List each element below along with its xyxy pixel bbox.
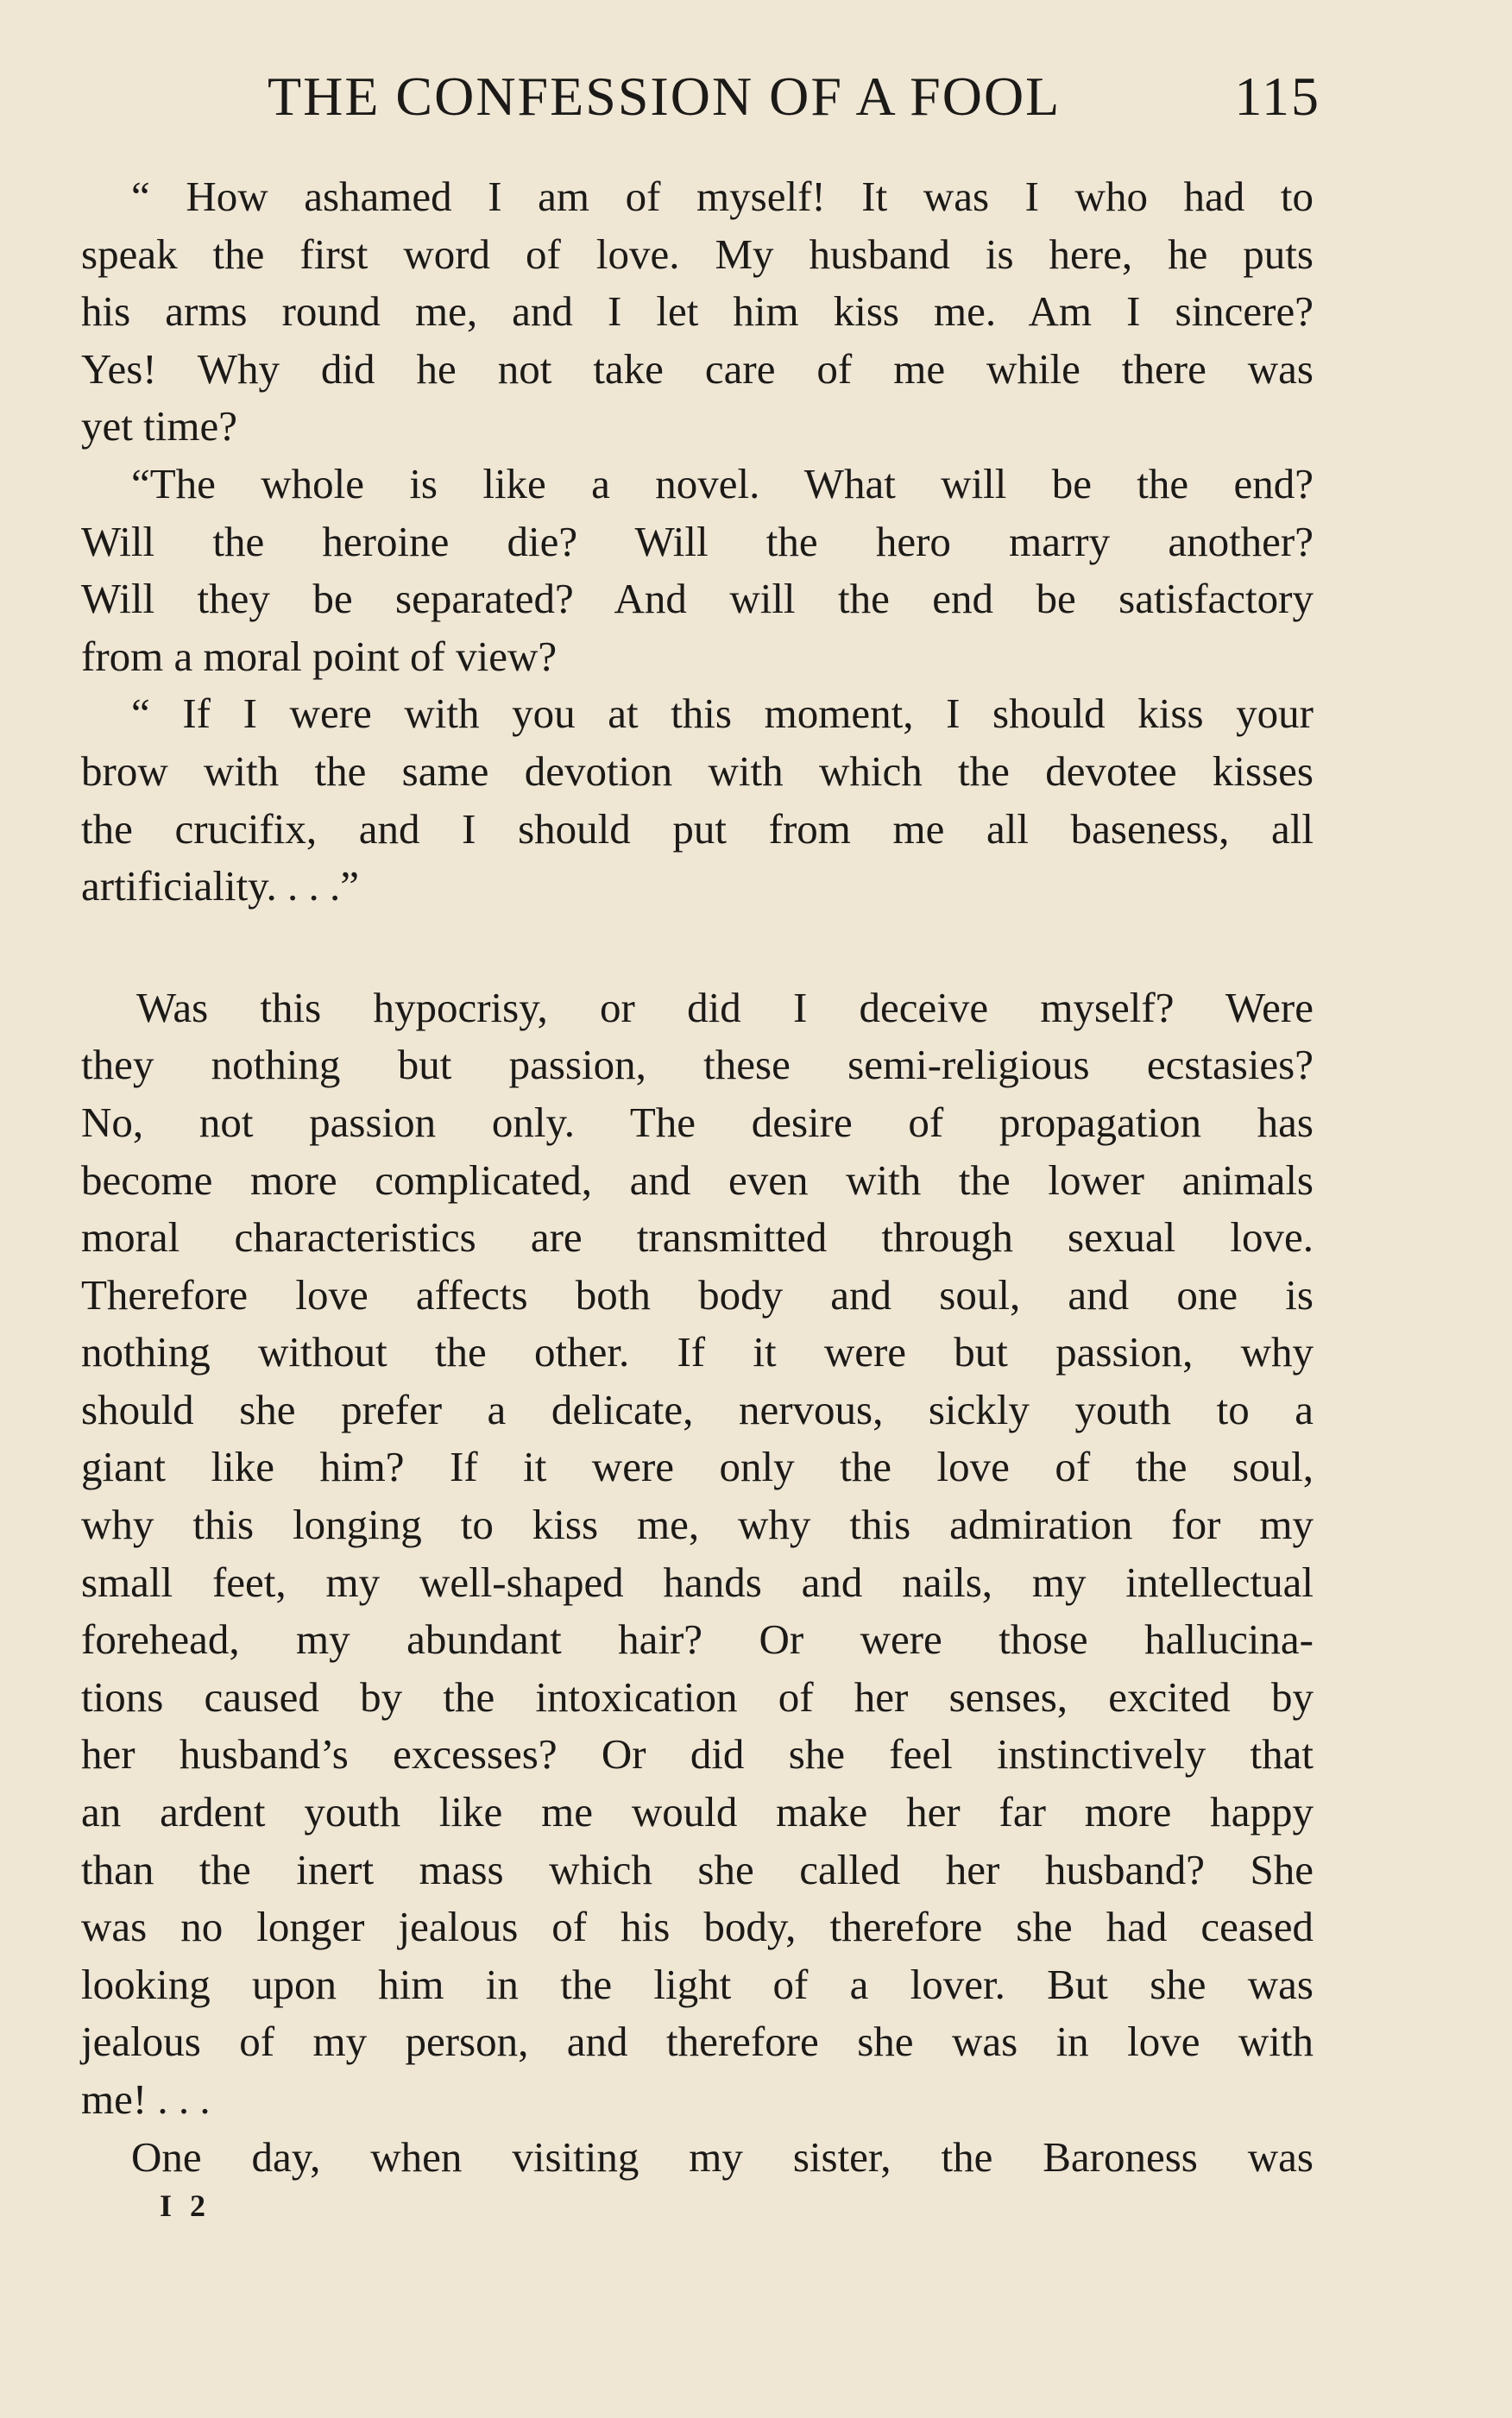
text-line: “The whole is like a novel. What will be the end?	[131, 459, 1314, 507]
body-text	[81, 168, 1314, 2186]
text-line: her husband’s excesses? Or did she feel instinctively that	[81, 1730, 1314, 1779]
text-line: tions caused by the intoxication of her senses, excited by	[81, 1672, 1314, 1721]
text-line: than the inert mass which she called her husband? She	[81, 1845, 1314, 1893]
text-line: his arms round me, and I let him kiss me. Am I sincere?	[81, 287, 1314, 336]
text-line: me! . . .	[81, 2075, 211, 2123]
text-line: the crucifix, and I should put from me all baseness, all	[81, 804, 1314, 853]
text-line: speak the first word of love. My husband is here, he puts	[81, 230, 1314, 278]
text-line: Will they be separated? And will the end be satisfactory	[81, 575, 1314, 623]
text-line: “ If I were with you at this moment, I should kiss your	[131, 690, 1314, 738]
text-line: an ardent youth like me would make her far more happy	[81, 1788, 1314, 1836]
text-line: yet time?	[81, 402, 237, 450]
text-line: they nothing but passion, these semi-religious ecstasies?	[81, 1041, 1314, 1089]
text-line: become more complicated, and even with the lower animals	[81, 1155, 1314, 1204]
page-number: 115	[1234, 66, 1320, 127]
text-line: One day, when visiting my sister, the Baroness was	[131, 2132, 1314, 2181]
text-line: was no longer jealous of his body, therefore she had ceased	[81, 1903, 1314, 1951]
section-gap	[81, 916, 1314, 979]
text-line: nothing without the other. If it were but passion, why	[81, 1328, 1314, 1376]
signature-mark: I 2	[160, 2188, 211, 2223]
text-line: brow with the same devotion with which the devotee kisses	[81, 746, 1314, 795]
text-line: Will the heroine die? Will the hero marry another?	[81, 517, 1314, 565]
text-line: looking upon him in the light of a lover. But she was	[81, 1960, 1314, 2008]
text-line: from a moral point of view?	[81, 632, 558, 680]
text-line: No, not passion only. The desire of propagation has	[81, 1098, 1314, 1146]
text-line: small feet, my well-shaped hands and nails, my intellectual	[81, 1558, 1314, 1606]
text-line: “ How ashamed I am of myself! It was I who had to	[131, 173, 1314, 220]
text-line: should she prefer a delicate, nervous, sickly youth to a	[81, 1385, 1314, 1433]
text-line: forehead, my abundant hair? Or were those hallucina-	[81, 1615, 1314, 1664]
text-line: Yes! Why did he not take care of me while there was	[81, 344, 1314, 393]
text-line: giant like him? If it were only the love of the soul,	[81, 1443, 1314, 1491]
running-header	[268, 62, 1320, 131]
text-line: Therefore love affects both body and soul, and one is	[81, 1270, 1314, 1319]
text-line: artificiality. . . .”	[81, 862, 359, 910]
text-line: Was this hypocrisy, or did I deceive myself? Were	[136, 983, 1314, 1031]
running-title: THE CONFESSION OF A FOOL	[268, 66, 1062, 127]
text-line: jealous of my person, and therefore she was in love with	[81, 2018, 1314, 2066]
text-line: moral characteristics are transmitted through sexual love.	[81, 1213, 1314, 1262]
text-line: why this longing to kiss me, why this admiration for my	[81, 1501, 1314, 1549]
